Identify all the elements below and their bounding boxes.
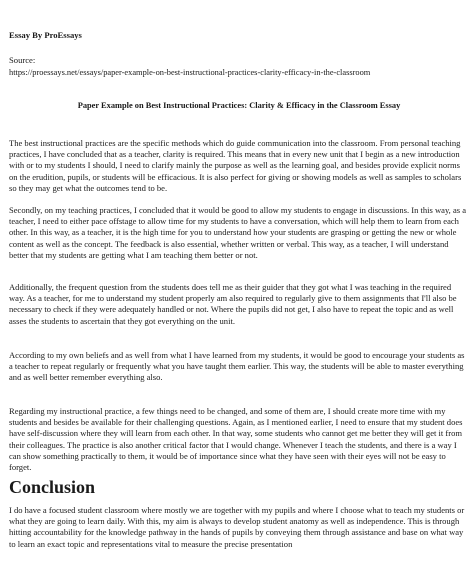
essay-title: Paper Example on Best Instructional Practices: Clarity & Efficacy in the Classroom Essay	[77, 101, 401, 110]
conclusion-paragraph: I do have a focused student classroom where mostly we are together with my pupils and where I choose what to teach my students or what they are going to learn daily. With this, my aim is always to develop student anatomy as well as independence. This is through hitting accountability for the knowledge pathway in the hands of pupils by conveying them through assistance and base on what way to learn an exact topic and representations vital to measure the precise presentation	[9, 505, 465, 549]
source-url-link[interactable]: https://proessays.net/essays/paper-example-on-best-instructional-practices-clarity-efficacy-in-the-classroom	[9, 68, 371, 77]
paragraph-2: Secondly, on my teaching practices, I concluded that it would be good to allow my students to engage in discussions. In this way, as a teacher, I need to either pace offstage to allow time for my students to have a conversation, which will help them to learn from each other. In this way, as a teacher, it is the high time for you to understand how your students are grasping or getting the new or whole content as well as the concept. The feedback is also essential, whether written or verbal. This way, as a teacher, I will understand better that my students are getting what I am teaching them better or not.	[9, 205, 467, 260]
source-label: Source:	[9, 55, 36, 65]
paragraph-3: Additionally, the frequent question from the students does tell me as their guider that they got what I was teaching in the required way. As a teacher, for me to understand my student properly am also required to regularly give to them assignments that I'll also be necessary to check if they were adequately handled or not. Where the pupils did not get, I also have to repeat the topic and as well asses the students to ascertain that they got everything on the unit.	[9, 282, 457, 326]
paragraph-1: The best instructional practices are the specific methods which do guide communication into the classroom. From personal teaching practices, I have concluded that as a teacher, clarity is required. This means that in every new unit that I begin as a new introduction with or to my students I should, I need to clarify mainly the purpose as well as the learning goal, and besides provide explicit norms on the erudition, pupils, or students will be efficacious. It is also perfect for giving or showing models as well as samples to scholars so they may get what the outcomes tend to be.	[9, 138, 462, 193]
paragraph-4: According to my own beliefs and as well from what I have learned from my students, it would be good to encourage your students as a teacher to repeat regularly or frequently what you have taught them earlier. This way, the students will be able to master everything and as well better remember everything also.	[9, 350, 465, 383]
paragraph-5: Regarding my instructional practice, a few things need to be changed, and some of them are, I should create more time with my students and besides be available for their challenging questions. Again, as I mentioned earlier, I need to ensure that my student does have self-discussion where they will learn from each other. In that way, some students who cannot get me better they will get it from their colleagues. The practice is also another critical factor that I would change. Whenever I teach the students, and there is a way I can show something practically to them, it would be of importance since what they have seen with their eyes will not be easy to forget.	[9, 406, 463, 473]
conclusion-heading: Conclusion	[9, 477, 96, 497]
essay-source-header: Essay By ProEssays	[9, 30, 82, 40]
